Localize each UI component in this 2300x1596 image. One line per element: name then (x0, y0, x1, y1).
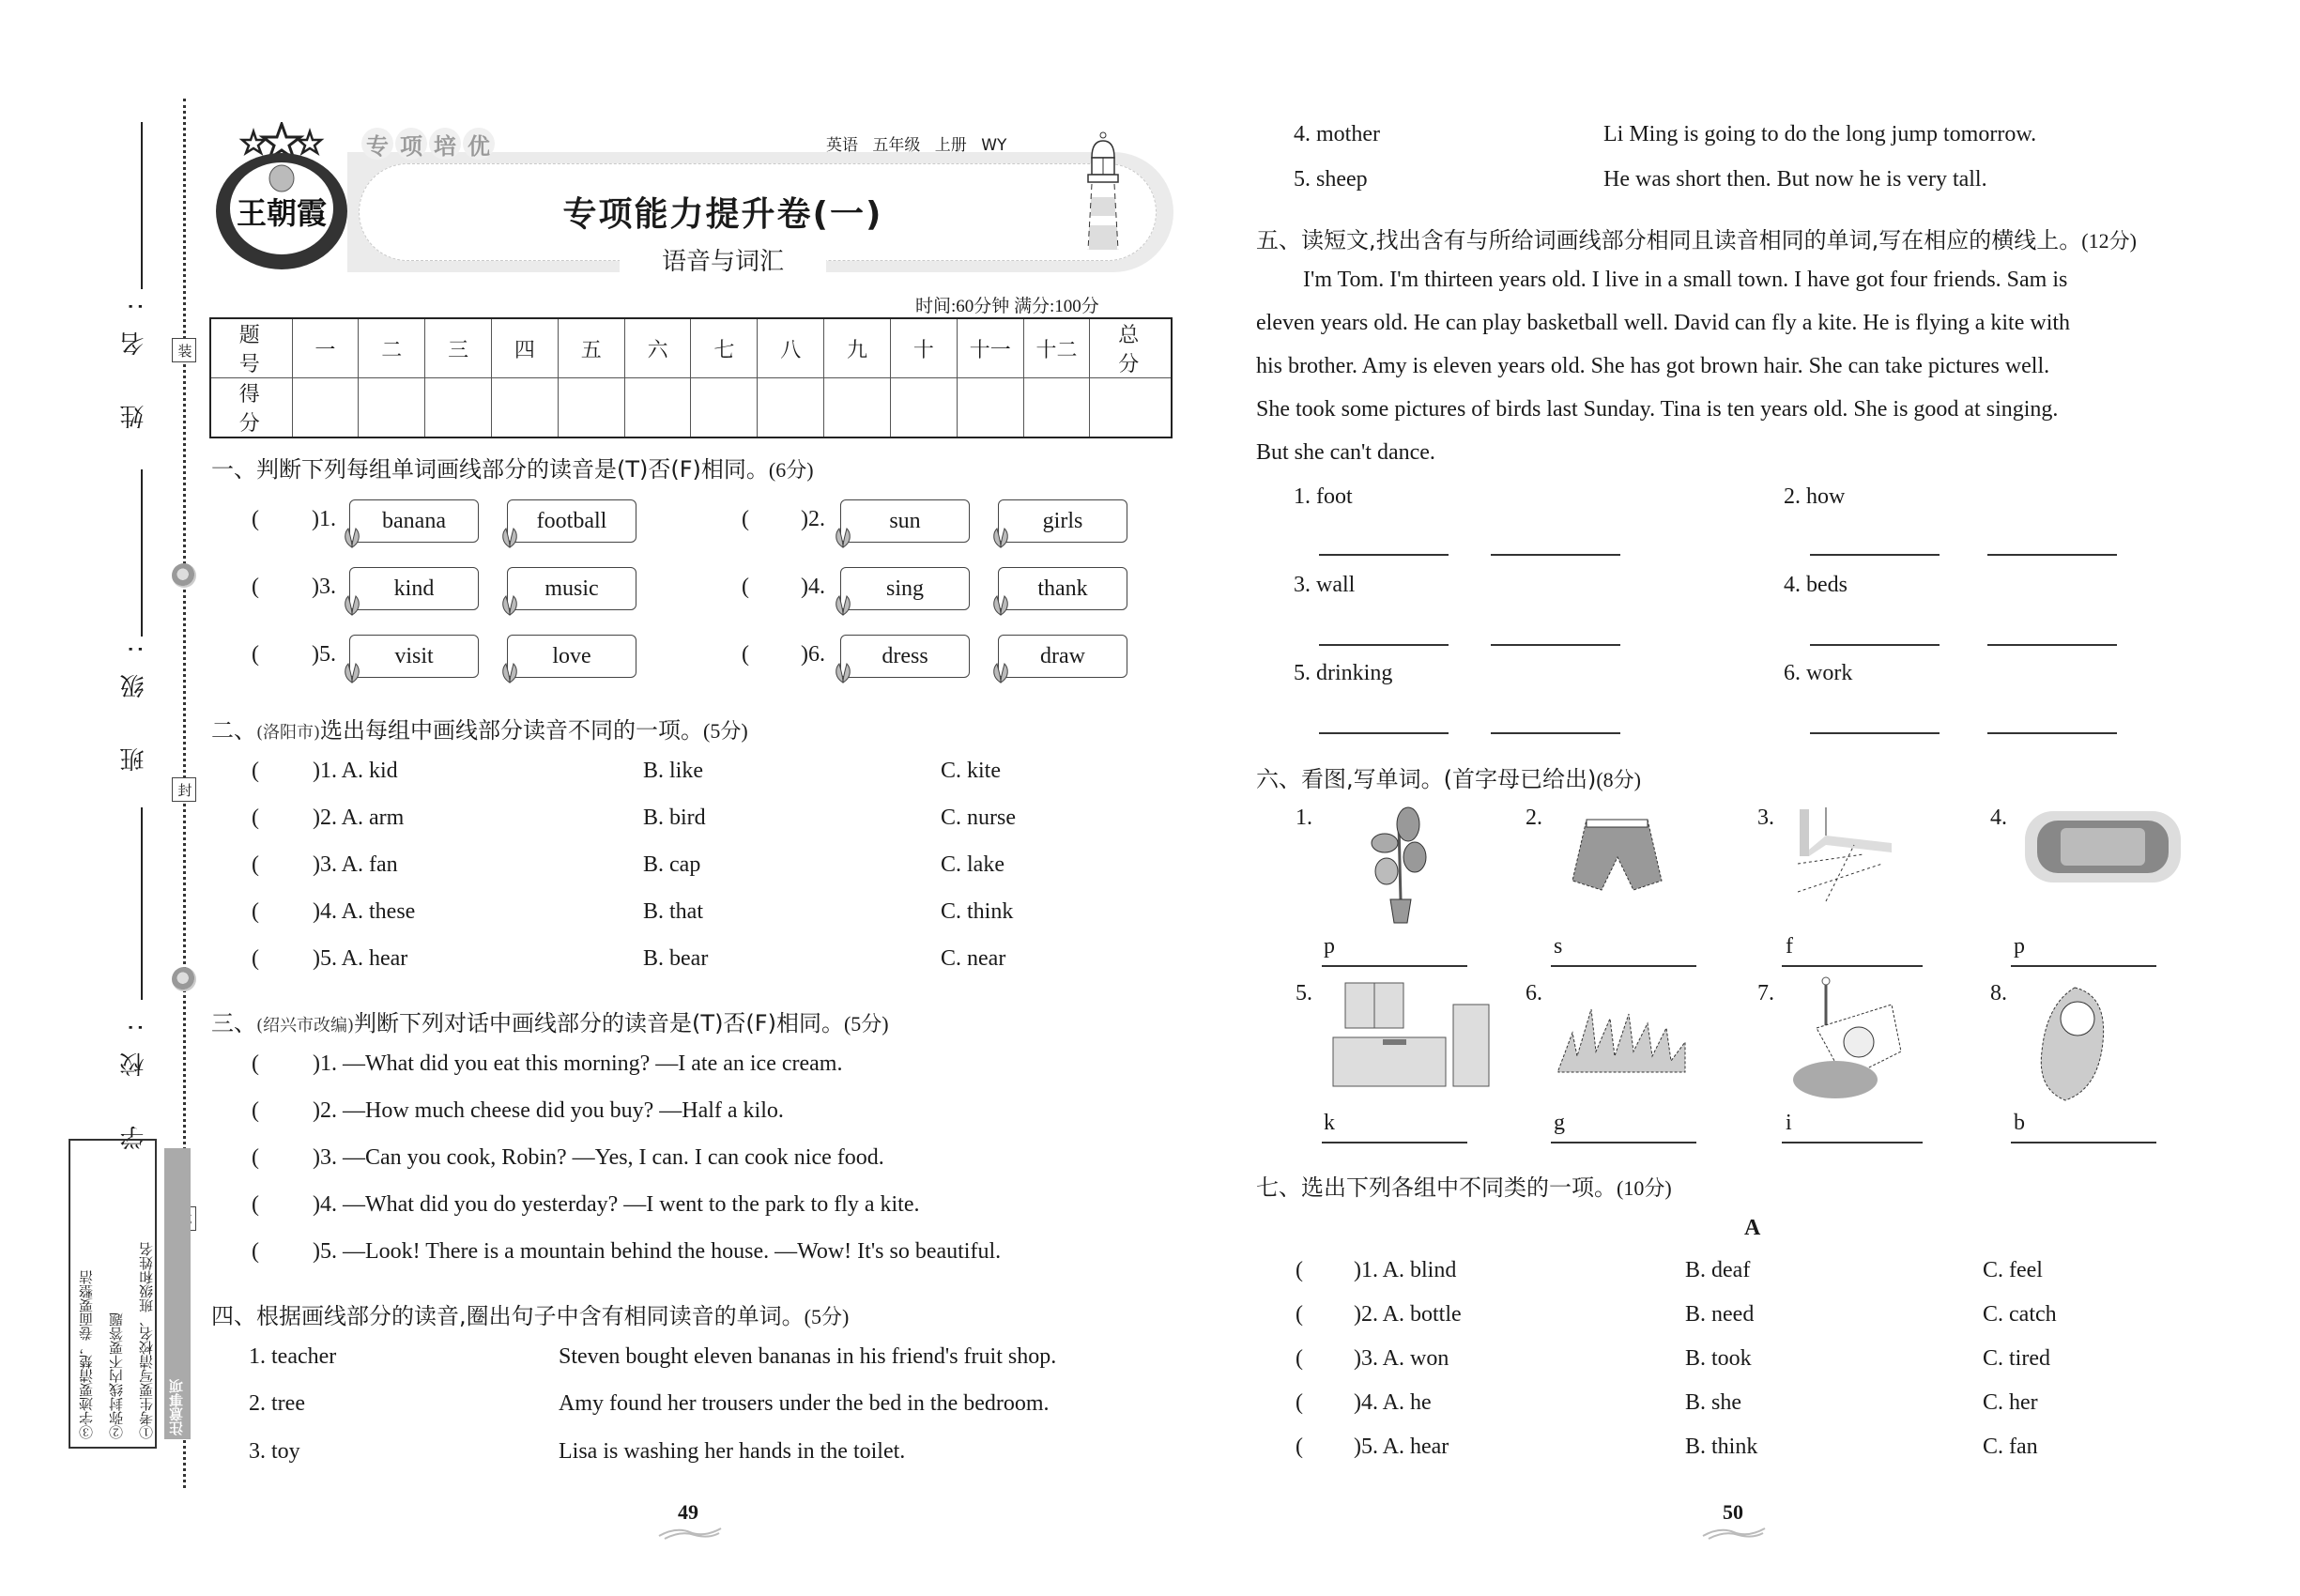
item-number: )1. (312, 507, 336, 531)
section6-heading: 六、看图,写单词。(首字母已给出)(8分) (1256, 766, 1642, 792)
target-word: 6. work (1784, 661, 1853, 685)
score-cell[interactable] (1023, 378, 1090, 438)
answer-blank[interactable] (1987, 644, 2117, 646)
class-label: 班 级: (120, 624, 148, 773)
word-card: sun (840, 499, 970, 543)
first-letter: i (1786, 1111, 1792, 1135)
answer-blank[interactable] (2011, 965, 2156, 967)
answer-blank[interactable] (1322, 965, 1467, 967)
passage-line: But she can't dance. (1256, 440, 1435, 465)
leaf-icon (989, 527, 1012, 549)
dialogue-item: )1. —What did you eat this morning? —I ate an ice cream. (313, 1051, 843, 1076)
note-item: ③字迹要清楚，卷面要整洁 (80, 1270, 95, 1439)
answer-blank[interactable] (1810, 644, 1940, 646)
answer-blank[interactable] (1810, 554, 1940, 556)
leaf-icon (341, 527, 363, 549)
medal-icon (172, 967, 196, 991)
picture-number: 1. (1296, 806, 1312, 830)
answer-blank[interactable] (1491, 554, 1620, 556)
leaf-icon (498, 594, 521, 617)
dialogue-item: )5. —Look! There is a mountain behind the house. —Wow! It's so beautiful. (313, 1239, 1002, 1264)
item-number: )3. (312, 575, 336, 599)
first-letter: p (1324, 934, 1335, 959)
answer-paren[interactable]: ( (252, 1051, 259, 1076)
option-b: B. cap (643, 852, 701, 877)
option-c: C. kite (941, 759, 1001, 783)
answer-paren[interactable]: ( (742, 642, 749, 667)
option-a: )1. A. kid (313, 759, 398, 783)
option-c: C. think (941, 899, 1014, 924)
answer-blank[interactable] (1491, 644, 1620, 646)
option-a: )3. A. won (1354, 1346, 1449, 1371)
target-word: 3. wall (1294, 573, 1356, 597)
seal-mark: 装 (172, 338, 196, 362)
answer-paren[interactable]: ( (1296, 1302, 1303, 1327)
answer-paren[interactable]: ( (742, 575, 749, 599)
sentence[interactable]: Li Ming is going to do the long jump tomorrow. (1603, 122, 2037, 146)
sentence[interactable]: Lisa is washing her hands in the toilet. (559, 1439, 906, 1464)
page-subtitle: 语音与词汇 (620, 242, 826, 277)
score-cell[interactable] (691, 378, 758, 438)
section3-heading: 三、(绍兴市改编)判断下列对话中画线部分的读音是(T)否(F)相同。(5分) (211, 1010, 889, 1036)
option-a: )4. A. these (313, 899, 416, 924)
answer-blank[interactable] (1322, 1142, 1467, 1143)
answer-paren[interactable]: ( (252, 899, 259, 924)
time-and-score: 时间:60分钟 满分:100分 (915, 297, 1099, 316)
answer-paren[interactable]: ( (742, 507, 749, 531)
potted-plant-icon (1366, 806, 1432, 928)
picture-number: 5. (1296, 981, 1312, 1005)
word-card: music (507, 567, 636, 610)
word-card: banana (349, 499, 479, 543)
sound-word: 1. teacher (249, 1344, 337, 1369)
answer-blank[interactable] (1319, 554, 1449, 556)
class-field-line[interactable] (141, 469, 143, 637)
page-number-left: 49 (678, 1500, 698, 1524)
first-letter: b (2014, 1111, 2025, 1135)
answer-blank[interactable] (1810, 732, 1940, 734)
answer-paren[interactable]: ( (252, 852, 259, 877)
score-cell[interactable] (425, 378, 492, 438)
score-cell[interactable] (558, 378, 624, 438)
word-card: kind (349, 567, 479, 610)
option-b: B. bird (643, 806, 706, 830)
option-c: C. tired (1983, 1346, 2050, 1371)
lighthouse-icon (1084, 131, 1122, 253)
dialogue-item: )3. —Can you cook, Robin? —Yes, I can. I can cook nice food. (313, 1145, 884, 1170)
answer-paren[interactable]: ( (1296, 1435, 1303, 1459)
leaf-icon (989, 662, 1012, 684)
option-a: )4. A. he (1354, 1390, 1432, 1415)
page-title: 专项能力提升卷(一) (562, 195, 883, 234)
word-card: draw (998, 635, 1127, 678)
answer-paren[interactable]: ( (252, 759, 259, 783)
option-b: B. need (1685, 1302, 1755, 1327)
item-number: )6. (801, 642, 825, 667)
grass-icon (1554, 1005, 1690, 1075)
option-c: C. feel (1983, 1258, 2043, 1282)
sentence[interactable]: Steven bought eleven bananas in his friend's fruit shop. (559, 1344, 1057, 1369)
option-b: B. deaf (1685, 1258, 1751, 1282)
answer-blank[interactable] (1782, 1142, 1923, 1143)
option-c: C. nurse (941, 806, 1016, 830)
passage-line: I'm Tom. I'm thirteen years old. I live in a small town. I have got four friends. Sam is (1303, 268, 2068, 292)
question-number-row: 题 号 一 二 三 四 五 六 七 八 九 十 十一 十二 总 分 (210, 318, 1172, 378)
floor-icon (1798, 807, 1892, 911)
kitchen-icon (1331, 981, 1491, 1089)
sick-child-in-bed-icon (1788, 976, 1906, 1098)
leaf-icon (989, 594, 1012, 617)
item-number: )2. (801, 507, 825, 531)
answer-paren[interactable]: ( (252, 642, 259, 667)
option-a: )2. A. arm (313, 806, 405, 830)
word-card: love (507, 635, 636, 678)
score-cell[interactable] (890, 378, 957, 438)
option-c: C. near (941, 946, 1006, 971)
sound-word: 3. toy (249, 1439, 300, 1464)
word-card: girls (998, 499, 1127, 543)
option-c: C. catch (1983, 1302, 2057, 1327)
leaf-icon (832, 527, 854, 549)
word-card: thank (998, 567, 1127, 610)
answer-paren[interactable]: ( (1296, 1390, 1303, 1415)
answer-blank[interactable] (1551, 1142, 1696, 1143)
section1-heading: 一、判断下列每组单词画线部分的读音是(T)否(F)相同。(6分) (211, 456, 814, 483)
score-cell[interactable] (359, 378, 425, 438)
first-letter: p (2014, 934, 2025, 959)
answer-paren[interactable]: ( (252, 507, 259, 531)
option-b: B. bear (643, 946, 709, 971)
answer-paren[interactable]: ( (252, 946, 259, 971)
score-row: 得 分 (210, 378, 1172, 438)
notes-heading: 注意事项 (164, 1148, 191, 1439)
sentence[interactable]: He was short then. But now he is very tall. (1603, 167, 1987, 192)
picture-number: 7. (1757, 981, 1774, 1005)
option-a: )5. A. hear (1354, 1435, 1449, 1459)
note-item: ②弥封线内不要答题 (110, 1312, 125, 1439)
score-cell[interactable] (624, 378, 691, 438)
answer-blank[interactable] (1987, 732, 2117, 734)
option-b: B. she (1685, 1390, 1741, 1415)
wave-ornament-icon (657, 1525, 723, 1540)
school-field-line[interactable] (141, 807, 143, 1000)
leaf-icon (498, 662, 521, 684)
passage-line: She took some pictures of birds last Sunday. Tina is ten years old. She is good at singing. (1256, 397, 2059, 422)
seal-mark: 封 (172, 777, 196, 802)
word-card: dress (840, 635, 970, 678)
section4-heading: 四、根据画线部分的读音,圈出句子中含有相同读音的单词。(5分) (211, 1303, 850, 1329)
option-c: C. lake (941, 852, 1004, 877)
leaf-icon (832, 594, 854, 617)
picture-number: 3. (1757, 806, 1774, 830)
sound-word: 5. sheep (1294, 167, 1368, 192)
target-word: 2. how (1784, 484, 1846, 509)
passage-line: his brother. Amy is eleven years old. She has got brown hair. She can take pictures well. (1256, 354, 2050, 378)
option-b: B. think (1685, 1435, 1758, 1459)
sound-word: 2. tree (249, 1391, 305, 1416)
course-meta: 英语 五年级 上册 WY (826, 136, 1007, 155)
word-card: sing (840, 567, 970, 610)
dialogue-item: )4. —What did you do yesterday? —I went to the park to fly a kite. (313, 1192, 920, 1217)
answer-paren[interactable]: ( (1296, 1258, 1303, 1282)
first-letter: g (1554, 1111, 1565, 1135)
score-cell[interactable] (292, 378, 359, 438)
answer-paren[interactable]: ( (252, 1098, 259, 1123)
option-a: )1. A. blind (1354, 1258, 1457, 1282)
wave-ornament-icon (1701, 1525, 1767, 1540)
sentence[interactable]: Amy found her trousers under the bed in the bedroom. (559, 1391, 1050, 1416)
leaf-icon (498, 527, 521, 549)
note-item: ①考生要写清校名、班级和姓名 (140, 1242, 155, 1439)
option-b: B. that (643, 899, 703, 924)
picture-number: 8. (1990, 981, 2007, 1005)
answer-paren[interactable]: ( (252, 1192, 259, 1217)
notes-box (69, 1139, 185, 1449)
picture-number: 6. (1526, 981, 1542, 1005)
answer-paren[interactable]: ( (1296, 1346, 1303, 1371)
dialogue-item: )2. —How much cheese did you buy? —Half a kilo. (313, 1098, 784, 1123)
answer-paren[interactable]: ( (252, 1239, 259, 1264)
topic-tag: 专 项 培 优 (361, 128, 495, 160)
score-cell[interactable] (957, 378, 1023, 438)
item-number: )4. (801, 575, 825, 599)
baby-icon (2032, 986, 2112, 1103)
option-c: C. her (1983, 1390, 2038, 1415)
picture-number: 2. (1526, 806, 1542, 830)
group-label: A (1744, 1216, 1761, 1240)
option-a: )3. A. fan (313, 852, 398, 877)
score-cell[interactable] (492, 378, 559, 438)
answer-blank[interactable] (1491, 732, 1620, 734)
shorts-icon (1568, 815, 1666, 899)
answer-blank[interactable] (1319, 644, 1449, 646)
option-a: )2. A. bottle (1354, 1302, 1462, 1327)
sound-word: 4. mother (1294, 122, 1380, 146)
first-letter: f (1786, 934, 1793, 959)
answer-blank[interactable] (1319, 732, 1449, 734)
svg-text:王朝霞: 王朝霞 (236, 195, 328, 231)
name-label: 姓 名: (120, 282, 148, 430)
option-b: B. took (1685, 1346, 1752, 1371)
option-a: )5. A. hear (313, 946, 408, 971)
word-card: visit (349, 635, 479, 678)
school-label: 学 校: (120, 1003, 148, 1151)
answer-blank[interactable] (1551, 965, 1696, 967)
answer-blank[interactable] (1782, 965, 1923, 967)
answer-blank[interactable] (1987, 554, 2117, 556)
word-card: football (507, 499, 636, 543)
answer-paren[interactable]: ( (252, 575, 259, 599)
target-word: 4. beds (1784, 573, 1848, 597)
first-letter: s (1554, 934, 1563, 959)
score-table (209, 317, 1173, 438)
leaf-icon (341, 594, 363, 617)
page-number-right: 50 (1723, 1500, 1743, 1524)
section2-heading: 二、(洛阳市)选出每组中画线部分读音不同的一项。(5分) (211, 717, 748, 744)
score-cell[interactable] (758, 378, 824, 438)
answer-blank[interactable] (2011, 1142, 2156, 1143)
option-c: C. fan (1983, 1435, 2038, 1459)
total-score-cell[interactable] (1090, 378, 1172, 438)
name-field-line[interactable] (141, 122, 143, 289)
brand-logo-icon (211, 122, 352, 272)
answer-paren[interactable]: ( (252, 806, 259, 830)
medal-icon (172, 563, 196, 588)
leaf-icon (341, 662, 363, 684)
playground-icon (2023, 809, 2183, 884)
section5-heading: 五、读短文,找出含有与所给词画线部分相同且读音相同的单词,写在相应的横线上。(12分) (1256, 227, 2137, 253)
picture-number: 4. (1990, 806, 2007, 830)
score-cell[interactable] (824, 378, 891, 438)
leaf-icon (832, 662, 854, 684)
target-word: 1. foot (1294, 484, 1353, 509)
first-letter: k (1324, 1111, 1335, 1135)
section7-heading: 七、选出下列各组中不同类的一项。(10分) (1256, 1174, 1672, 1201)
answer-paren[interactable]: ( (252, 1145, 259, 1170)
item-number: )5. (312, 642, 336, 667)
target-word: 5. drinking (1294, 661, 1393, 685)
passage-line: eleven years old. He can play basketball well. David can fly a kite. He is flying a kite with (1256, 311, 2071, 335)
option-b: B. like (643, 759, 703, 783)
